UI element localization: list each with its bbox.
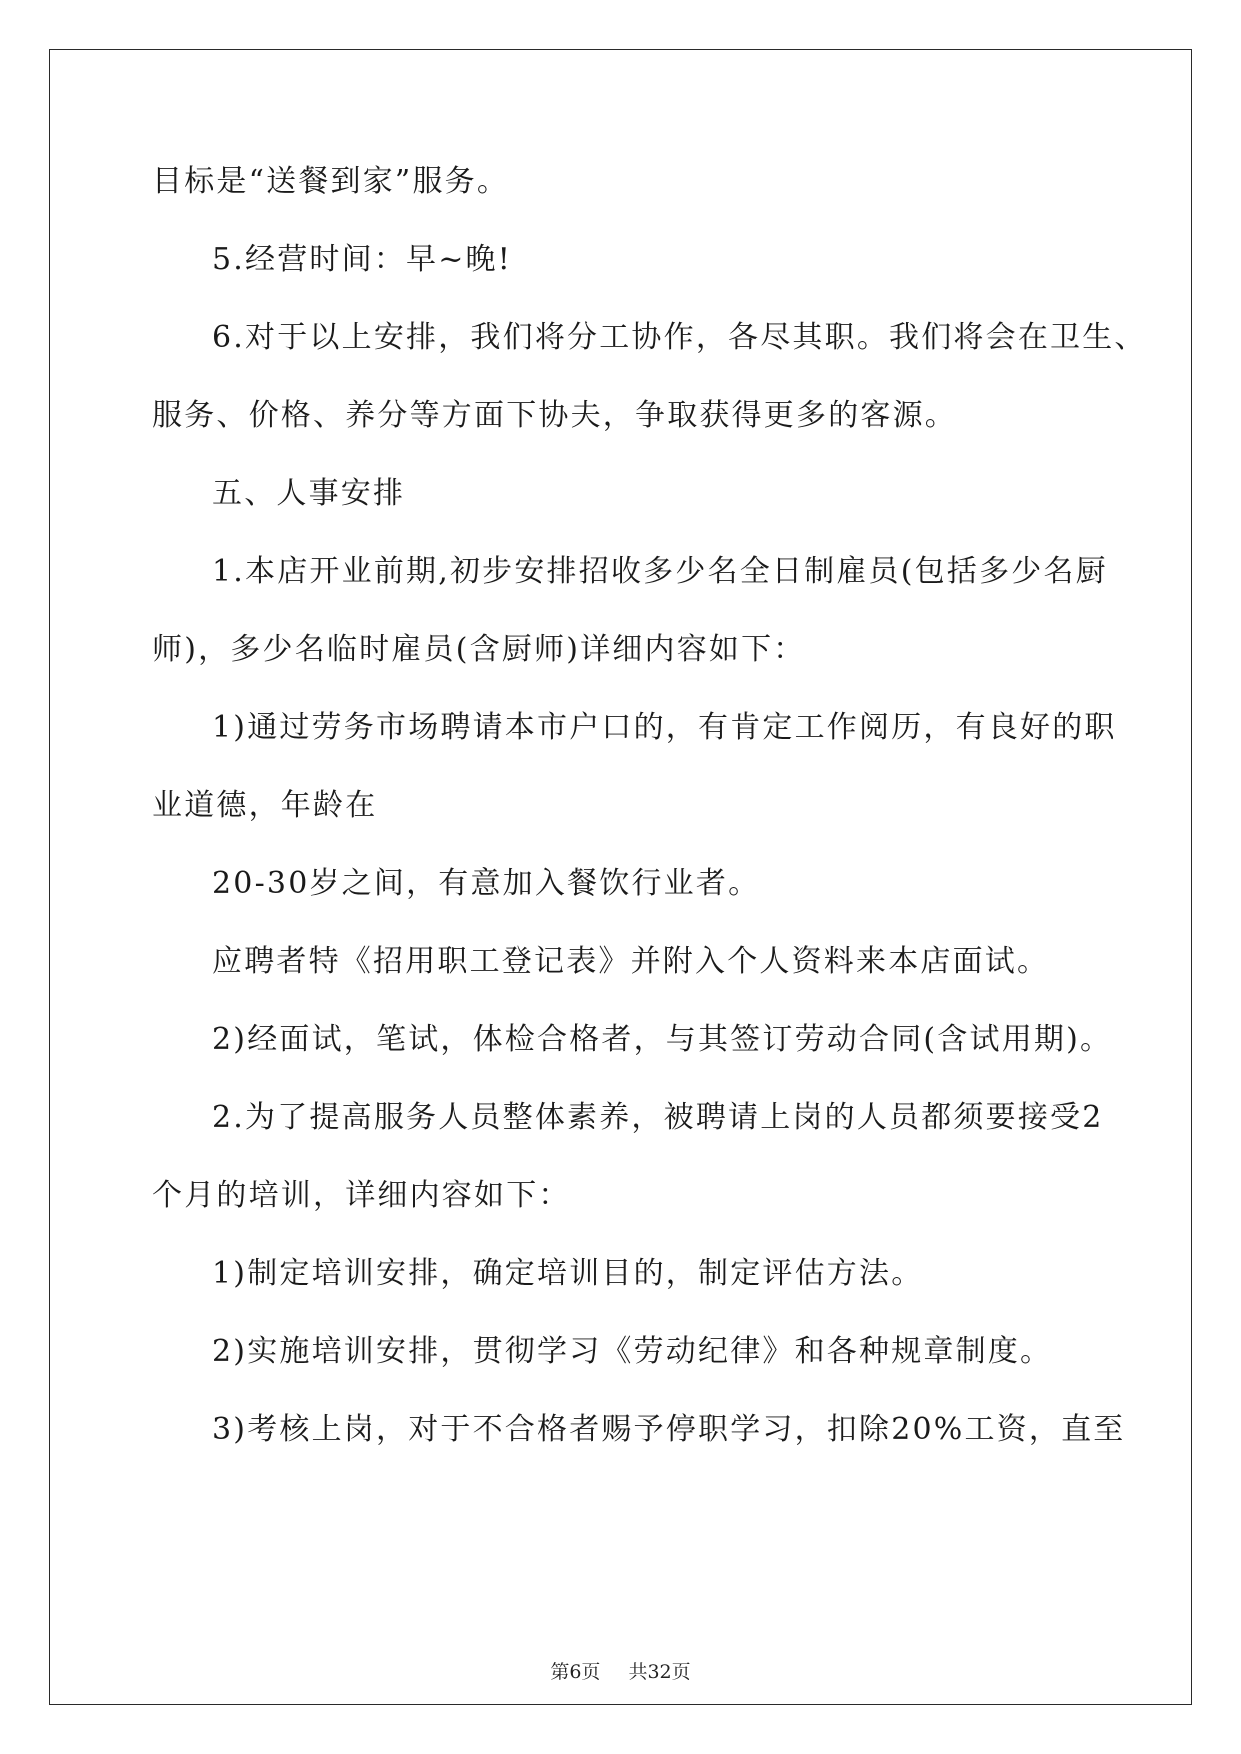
text-line: 20-30岁之间，有意加入餐饮行业者。	[212, 866, 761, 901]
section-heading: 五、人事安排	[212, 476, 406, 511]
text-line: 3)考核上岗，对于不合格者赐予停职学习，扣除20%工资，直至	[212, 1412, 1126, 1447]
text-line: 2)实施培训安排，贯彻学习《劳动纪律》和各种规章制度。	[212, 1334, 1053, 1369]
text-line: 2)经面试，笔试，体检合格者，与其签订劳动合同(含试用期)。	[212, 1022, 1113, 1057]
text-line: 1)通过劳务市场聘请本市户口的，有肯定工作阅历，有良好的职	[212, 710, 1117, 745]
page-total: 共32页	[628, 1661, 691, 1683]
text-line: 目标是“送餐到家”服务。	[152, 164, 510, 199]
page-footer	[0, 1660, 1241, 1684]
text-line: 5.经营时间：早~晚!	[212, 242, 513, 277]
text-line: 服务、价格、养分等方面下协夫，争取获得更多的客源。	[152, 398, 957, 433]
text-line: 应聘者特《招用职工登记表》并附入个人资料来本店面试。	[212, 944, 1050, 979]
text-line: 师)，多少名临时雇员(含厨师)详细内容如下：	[152, 632, 806, 667]
page-number: 第6页	[550, 1661, 601, 1683]
text-line: 业道德，年龄在	[152, 788, 378, 823]
text-line: 1)制定培训安排，确定培训目的，制定评估方法。	[212, 1256, 924, 1291]
text-line: 6.对于以上安排，我们将分工协作，各尽其职。我们将会在卫生、	[212, 320, 1147, 355]
text-line: 个月的培训，详细内容如下：	[152, 1178, 571, 1213]
text-line: 2.为了提高服务人员整体素养，被聘请上岗的人员都须要接受2	[212, 1100, 1104, 1135]
text-line: 1.本店开业前期,初步安排招收多少名全日制雇员(包括多少名厨	[212, 554, 1108, 589]
